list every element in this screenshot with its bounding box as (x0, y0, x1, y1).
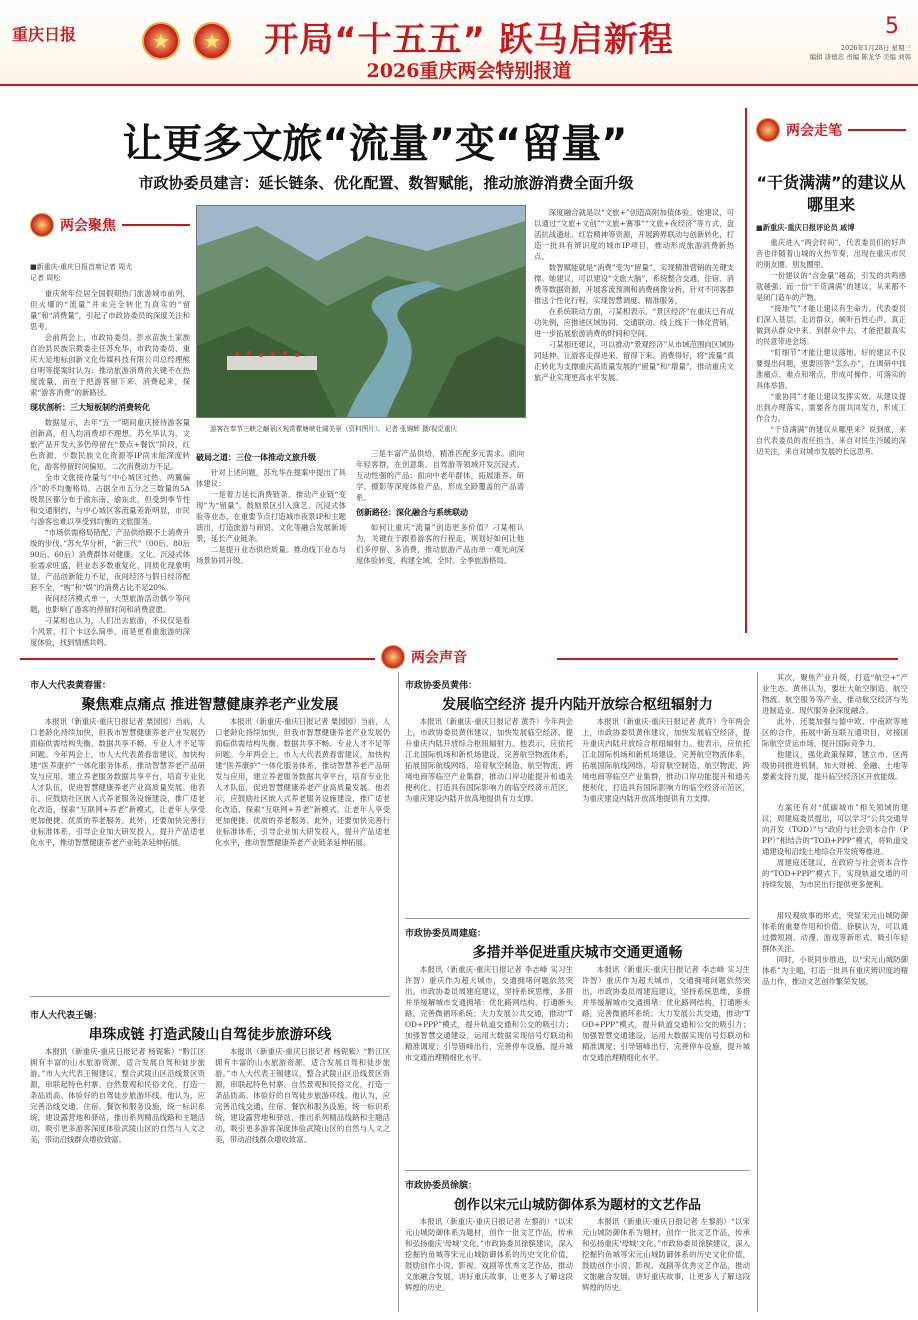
article-2-headline: 串珠成链 打造武陵山自驾徒步旅游环线 (88, 1027, 332, 1043)
special-report-subtitle: 2026重庆两会特别报道 (366, 60, 572, 82)
cppcc-emblem-icon: ★ (193, 22, 231, 60)
lead-subhead-3: 创新路径：深化融合与系统联动 (356, 508, 468, 517)
article-4-body: 本报讯（新重庆-重庆日报记者 李志峰 实习生 许智）重庆作为超大城市，交通拥堵问题依然突出。市政协委员周建庭建议，坚持系统思维，多措并举缓解城市交通拥堵：优化路网结构，打通断头路，完善微循环系统；大力发展公共交通，推动“TOD+PPP”模式，提升轨道交通和公交的吸引力；加强智慧交通建设，运用大数据实现信号灯联动和精准调度；引导错峰出行，完善停车设施，提升城市交通治理精细化水平。 (405, 965, 573, 1062)
special-report-title: 开局“十五五” 跃马启新程 (264, 20, 674, 60)
article-3-headline: 发展临空经济 提升内陆开放综合枢纽辐射力 (442, 697, 713, 713)
lead-byline: ■新重庆-重庆日报首席记者 周尤 记者 周松 (30, 263, 133, 282)
divider (405, 918, 750, 919)
article-2-kicker: 市人大代表王锡： (30, 1011, 103, 1021)
badge-icon (756, 118, 780, 142)
lead-subheadline: 市政协委员建言：延长链条、优化配置、数智赋能，推动旅游消费全面升级 (138, 174, 634, 192)
date-editor-line (715, 44, 911, 62)
national-emblem-icon: ★ (142, 22, 180, 60)
article-1-body: 本报讯（新重庆-重庆日报记者 栗园园）当前，人口老龄化持续加快，但我市智慧健康养老产业发展仍面临供需结构失衡、数据共享不畅、专业人才不足等问题。今年两会上，市人大代表黄春雷建议，加快构建“医养康护”一体化服务体系，推动智慧养老产品研发与应用，建立养老服务数据共享平台，培育专业化人才队伍，促进智慧健康养老产业高质量发展。他表示，应鼓励社区嵌入式养老服务设施建设，推广适老化改造，探索“互联网+养老”新模式，让老年人享受更加便捷、优质的养老服务。此外，还要加快完善行业标准体系，引导企业加大研发投入，提升产品适老化水平，推动智慧健康养老产业链条延伸拓展。 (30, 717, 205, 847)
commentary-body: ■新重庆-重庆日报评论员 戚博 重庆进入“两会时间”，代表委员们的好声音也伴随着山城的火热节奏，出现在重庆市民的朋友圈、朋友圈里。 一份建议的“含金量”越高，引发的共鸣感就越强；而一份“干货满满”的建议，从来都不是闭门造车的产物。 “接地气”才能让建议有生命力。代表委员们深入基层、走访群众，倾听百姓心声，真正做到从群众中来、到群众中去，才能把最真实的民意带进会场。 “盯细节”才能让建议落地。好的建议不仅要提出问题，更要回答“怎么办”，在调研中找准痛点、难点和堵点，形成可操作、可落实的具体举措。 “重协同”才能让建议发挥实效。从建议提出到办理落实，需要各方面共同发力，形成工作合力。 “干货满满”的建议从哪里来？说到底，来自代表委员的责任担当，来自对民生冷暖的深切关注，来自对城市发展的长远思考。 (756, 223, 906, 456)
section-label-commentary: 两会走笔 (756, 118, 906, 142)
commentary-headline: “干货满满”的建议从哪里来 (756, 173, 906, 214)
divider (405, 1170, 750, 1171)
article-3-body: 本报讯（新重庆-重庆日报记者 黄乔）今年两会上，市政协委员黄伟建议，加快发展临空经济，提升重庆内陆开放综合枢纽辐射力。他表示，应依托江北国际机场和新机场建设，完善航空物流体系，拓展国际航线网络，培育航空制造、航空物流、跨境电商等临空产业集群，推动口岸功能提升和通关便利化，打造具有国际影响力的临空经济示范区，为重庆建设内陆开放高地提供有力支撑。 (405, 717, 573, 803)
lead-column-4: 深度融合就是以“文旅+”创造高附加值体验。她建议，可以通过“文旅+文创”“文旅+赛事”“文旅+夜经济”等方式，盘活抗战遗址、红岩精神等资源，开展跨界联动与创新转化，打造一批具有辨识度的城市IP项目，推动形成旅游消费新热点。 数智赋能就是“消费”变为“留量”、实现精准营销的关键支撑。她建议，可以建设“文旅大脑”，系统整合交通、住宿、消费等数据资源，开展客流预测和消费画像分析，针对不同客群推送个性化行程，实现智慧调度、精准服务。 在系统联动方面，刁某相表示，“景区经济”在重庆已有成功先例，应推进区域协同、交通联动、线上线下一体化营销，进一步拓展旅游消费的时间和空间。 刁某相还建议，可以推动“景观经济”从市域范围向区域协同延伸。让游客走得进来、留得下来、消费得好，将“流量”真正转化为支撑重庆高质量发展的“留量”和“增量”，推动重庆文旅产业实现更高水平发展。 (534, 208, 734, 382)
article-1-kicker: 市人大代表黄春雷： (30, 681, 112, 691)
lead-headline: 让更多文旅“流量”变“留量” (122, 121, 628, 167)
gorge-landscape-image (197, 206, 525, 417)
right-continuation-column: 其次，聚焦产业升级，打造“航空+”产业生态。黄伟认为，要壮大航空制造、航空物流、航空服务等产业，推动航空经济与先进制造业、现代服务业深度融合。 此外，还要加强与德中欧、中南欧等地区的合作，拓展中新互联互通项目，对接国际航空货运市场，提升国际竞争力。 他建议，强化政策保障，建立市、区两级协同推进机制，加大财税、金融、土地等要素支持力度，提升临空经济区开放能级。 方案还有对“低碳城市”相关领域的建议，周建庭委员提出，可以学习“公共交通导向开发（TOD）”与“政府与社会资本合作（PPP）”相结合的“TOD+PPP”模式，将轨道交通建设和沿线土地综合开发统筹推进。 周建庭还建议，在政府与社会资本合作的“TOD+PPP”模式下，实现轨道交通的可持续发展，为市民出行提供更多便利。 用叹观故事的形式，突显宋元山城防御体系的重要作用和价值。徐膑认为，可以通过微短剧、动漫、游戏等新形式，吸引年轻群体关注。 同时，小说同步推进，以“宋元山城防御体系”为主题，打造一批具有重庆辨识度的精品力作，推动文艺创作繁荣发展。 (762, 673, 908, 986)
article-5-body-cont: 本报讯（新重庆-重庆日报记者 左黎韵）“以宋元山城防御体系为题材，创作一批文艺作品，传承和弘扬重庆‘母城’文化。”市政协委员徐膑建议，深入挖掘钓鱼城等宋元山城防御体系的历史文化价值，鼓励创作小说、影视、戏剧等优秀文艺作品，推动文旅融合发展，讲好重庆故事，让更多人了解这段辉煌的历史。 (582, 1217, 750, 1292)
page-number: 5 (885, 14, 899, 39)
article-2-body: 本报讯（新重庆-重庆日报记者 杨铌紫）“黔江区拥有丰富的山水旅游资源，适合发展自驾和徒步旅游。”市人大代表王锡建议，整合武陵山区沿线景区资源，串联起特色村寨、自然景观和民俗文化，打造一条品质高、体验好的自驾徒步旅游环线。他认为，应完善沿线交通、住宿、餐饮和服务设施，统一标识系统，建设露营地和驿站，推出系列精品线路和主题活动，吸引更多游客深度体验武陵山区的自然与人文之美，带动沿线群众增收致富。 (30, 1047, 205, 1144)
article-1-headline: 聚焦难点痛点 推进智慧健康养老产业发展 (81, 697, 339, 713)
article-4-headline: 多措并举促进重庆城市交通更通畅 (472, 945, 683, 961)
article-4-body-cont: 本报讯（新重庆-重庆日报记者 李志峰 实习生 许智）重庆作为超大城市，交通拥堵问题依然突出。市政协委员周建庭建议，坚持系统思维，多措并举缓解城市交通拥堵：优化路网结构，打通断头路，完善微循环系统；大力发展公共交通，推动“TOD+PPP”模式，提升轨道交通和公交的吸引力；加强智慧交通建设，运用大数据实现信号灯联动和精准调度；引导错峰出行，完善停车设施，提升城市交通治理精细化水平。 (582, 965, 750, 1062)
photo-caption: 游客在奉节三峡之巅景区观赏瞿塘峡壮阔美景（资料图片）。记者 张锦辉 摄/视觉重庆 (210, 425, 458, 433)
editor-line: 编辑 唐德忠 责编 陈龙华 美编 刘韩 (809, 53, 911, 61)
article-5-kicker: 市政协委员徐膑： (405, 1181, 478, 1191)
article-2-body-cont: 本报讯（新重庆-重庆日报记者 杨铌紫）“黔江区拥有丰富的山水旅游资源，适合发展自驾和徒步旅游。”市人大代表王锡建议，整合武陵山区沿线景区资源，串联起特色村寨、自然景观和民俗文化，打造一条品质高、体验好的自驾徒步旅游环线。他认为，应完善沿线交通、住宿、餐饮和服务设施，统一标识系统，建设露营地和驿站，推出系列精品线路和主题活动，吸引更多游客深度体验武陵山区的自然与人文之美，带动沿线群众增收致富。 (215, 1047, 390, 1144)
badge-icon (381, 645, 405, 669)
lead-column-2: 破局之道：三位一体推动文旅升级 针对上述问题，苏允华在提案中提出了具体建议： 一是着力延长消费链条。推动产业链“变现”为“留量”。鼓励景区引入演艺、沉浸式体验等业态，在重要节点打造城市夜景IP和主题演出，打造旅游与商贸、文化等融合发展新场景，延长产业链条。 二是提升业态供给质量。推动线下业态与场景协同升级。 (196, 453, 346, 565)
section-label-voices: 两会声音 (375, 645, 557, 669)
commentary-divider (745, 108, 747, 633)
article-3-kicker: 市政协委员黄伟： (405, 681, 478, 691)
commentary-byline: ■新重庆-重庆日报评论员 戚博 (756, 223, 855, 232)
column-divider (398, 672, 399, 1312)
article-5-headline: 创作以宋元山城防御体系为题材的文艺作品 (453, 1198, 701, 1213)
article-3-body-cont: 本报讯（新重庆-重庆日报记者 黄乔）今年两会上，市政协委员黄伟建议，加快发展临空经济，提升重庆内陆开放综合枢纽辐射力。他表示，应依托江北国际机场和新机场建设，完善航空物流体系，拓展国际航线网络，培育航空制造、航空物流、跨境电商等临空产业集群，推动口岸功能提升和通关便利化，打造具有国际影响力的临空经济示范区，为重庆建设内陆开放高地提供有力支撑。 (582, 717, 750, 803)
lead-subhead-2: 破局之道：三位一体推动文旅升级 (196, 453, 316, 462)
section-label-focus: 两会聚焦 (30, 213, 190, 237)
article-5-body: 本报讯（新重庆-重庆日报记者 左黎韵）“以宋元山城防御体系为题材，创作一批文艺作品，传承和弘扬重庆‘母城’文化。”市政协委员徐膑建议，深入挖掘钓鱼城等宋元山城防御体系的历史文化价值，鼓励创作小说、影视、戏剧等优秀文艺作品，推动文旅融合发展，讲好重庆故事，让更多人了解这段辉煌的历史。 (405, 1217, 573, 1292)
lead-photo (196, 205, 526, 418)
lead-column-3: 三是丰富产品供给，精准匹配多元需求。面向年轻客群，在创意集、自驾游等领域开发沉浸式、互动性强的产品；面向中老年群体，拓展康养、研学、摄影等深度体验产品，形成全龄覆盖的产品谱系。 创新路径：深化融合与系统联动 如何让重庆“流量”创造更多价值？刁某相认为，关键在于跟着游客的行程走，规划好如何让他们多停留、多消费，推动旅游产品由单一观光向深度体验转变，构建全域、全时、全季旅游格局。 (356, 449, 524, 565)
newspaper-logo: 重庆日报 (12, 25, 77, 44)
date-line: 2026年1月28日 星期三 (840, 44, 911, 52)
divider (30, 996, 390, 997)
article-4-kicker: 市政协委员周建庭： (405, 929, 487, 939)
badge-icon (30, 213, 54, 237)
column-divider (757, 672, 758, 1312)
article-1-body-cont: 本报讯（新重庆-重庆日报记者 栗园园）当前，人口老龄化持续加快，但我市智慧健康养老产业发展仍面临供需结构失衡、数据共享不畅、专业人才不足等问题。今年两会上，市人大代表黄春雷建议，加快构建“医养康护”一体化服务体系，推动智慧养老产品研发与应用，建立养老服务数据共享平台，培育专业化人才队伍，促进智慧健康养老产业高质量发展。他表示，应鼓励社区嵌入式养老服务设施建设，推广适老化改造，探索“互联网+养老”新模式，让老年人享受更加便捷、优质的养老服务。此外，还要加快完善行业标准体系，引导企业加大研发投入，提升产品适老化水平，推动智慧健康养老产业链条延伸拓展。 (215, 717, 390, 847)
lead-subhead-1: 现状剖析：三大短板制约消费转化 (30, 403, 150, 412)
lead-column-1: ■新重庆-重庆日报首席记者 周尤 记者 周松 重庆常年位居全国假期热门旅游城市前列，但火爆的“流量”并未完全转化为真实的“留量”和“消费量”，引起了市政协委员的深度关注和思考。 会前两会上，市政协委员、彭水苗族土家族自治县民族宗教委主任苏允华，市政协委员、重庆大足地标创新文化传媒科技有限公司总经理熊自明等提案时认为：推动旅游消费的关键不在热度流量，而在于把游客留下来、消费起来，探索“游客消费”的新路径。 现状剖析：三大短板制约消费转化 数据显示，去年“五一”期间重庆接待游客量创新高，但人均消费却不理想。苏允华认为，文旅产品开发大多仍停留在“景点+餐饮”阶段，红色资源、少数民族文化资源等IP尚未能深度转化，游客停留时间偏短，二次消费动力不足。 全市文旅接待量与“中心城区过热、两翼偏冷”的不均衡格局，占据全市五分之三数量的5A级景区都分布于渝东南、渝东北，但受到季节性和交通制约，与中心城区客流量差距明显，市民与游客也难以享受到均衡的文旅服务。 “市场供需格局错配，产品供给跟不上消费升级的步伐。”苏允华分析，“新三代”（00后、80后90后、60后）消费群体对健康、文化、沉浸式体验需求旺盛，但业态多数重复化、同质化现象明显，产品创新能力不足，夜间经济与假日经济配套不全，“购”和“娱”的消费占比不足20%。 夜间经济模式单一，大型旅游活动偶少等问题，也影响了游客的停留时间和消费意愿。 刁某相也认为，人们出去旅游，不仅仅是看个风景、打个卡这么简单，而是更看重旅游的深度体验，找到情感共鸣。 (30, 263, 190, 647)
